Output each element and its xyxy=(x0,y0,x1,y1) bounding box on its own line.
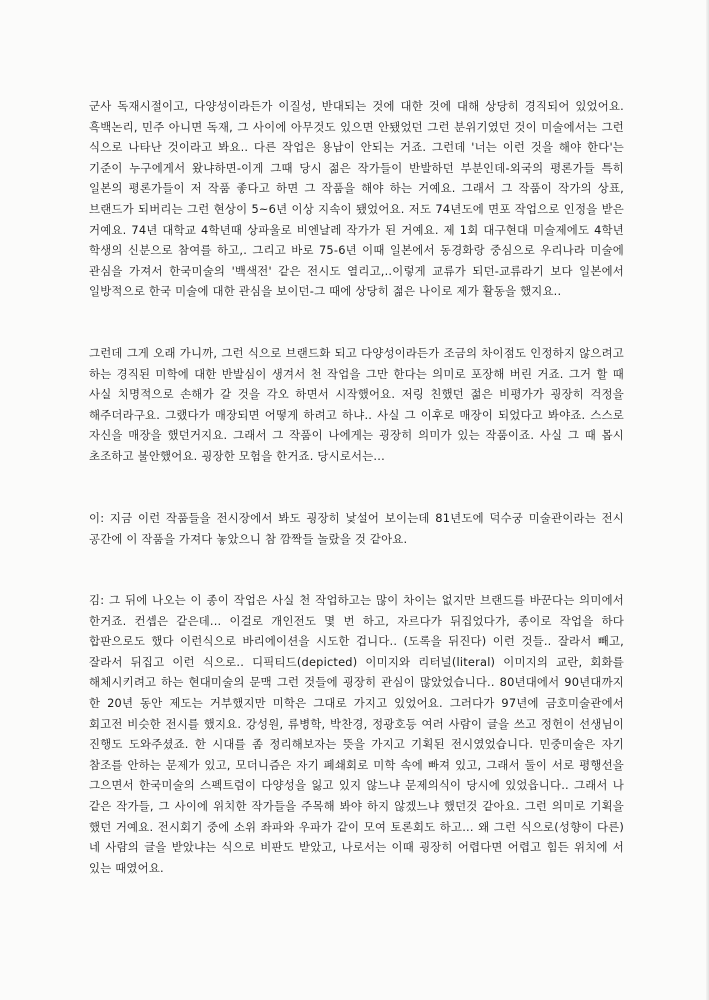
paragraph-3: 이: 지금 이런 작품들을 전시장에서 봐도 굉장히 낯설어 보이는데 81년도에 덕수궁 미술관이라는 전시 공간에 이 작품을 가져다 놓았으니 참 깜짝들 놀랐을 것 같아요. xyxy=(89,511,624,546)
paragraph-2: 그런데 그게 오래 가니까, 그런 식으로 브랜드화 되고 다양성이라든가 조금의 차이점도 인정하지 않으려고 하는 경직된 미학에 대한 반발심이 생겨서 천 작업을 그만 한다는 의미로 포장해 버린 거죠. 그거 할 때 사실 치명적으로 손해가 갈 것을 각오 하면서 시작했어요. 저링 친했던 젊은 비평가가 굉장히 걱정을 해주더라구요. 그랬다가 매장되면 어떻게 하려고 하냐.. 사실 그 이후로 매장이 되었다고 봐야죠. 스스로 자신을 매장을 했던거지요. 그래서 그 작품이 나에게는 굉장히 의미가 있는 작품이죠. 사실 그 때 몹시 초조하고 불안했어요. 굉장한 모험을 한거죠. 당시로서는... xyxy=(89,346,624,463)
paragraph-4: 김: 그 뒤에 나오는 이 종이 작업은 사실 천 작업하고는 많이 차이는 없지만 브랜드를 바꾼다는 의미에서 한거죠. 컨셉은 같은데... 이걸로 개인전도 몇 번 하고, 자르다가 뒤집었다가, 종이로 작업을 하다 합판으로도 했다 이런식으로 바리에이션을 시도한 겁니다.. (도록을 뒤진다) 이런 것들.. 잘라서 빼고, 잘라서 뒤집고 이런 식으로.. 디픽티드(depicted) 이미지와 리터널(literal) 이미지의 교란, 회화를 해체시키려고 하는 현대미술의 문맥 그런 것들에 굉장히 관심이 많았었습니다.. 80년대에서 90년대까지 한 20년 동안 제도는 거부했지만 미학은 그대로 가지고 있었어요. 그러다가 97년에 금호미술관에서 회고전 비슷한 전시를 했지요. 강성원, 류병학, 박찬경, 정광호등 여러 사람이 글을 쓰고 정헌이 선생님이 진행도 도와주셨죠. 한 시대를 좀 정리해보자는 뜻을 가지고 기획된 전시였었습니다. 민중미술은 자기 참조를 안하는 문제가 있고, 모더니즘은 자기 폐쇄회로 미학 속에 빠져 있고, 그래서 둘이 서로 평행선을 그으면서 한국미술의 스펙트럼이 다양성을 잃고 있지 않느냐 문제의식이 당시에 있었읍니다.. 그래서 나 같은 작가들, 그 사이에 위치한 작가들을 주목해 봐야 하지 않겠느냐 했던것 같아요. 그런 의미로 기획을 했던 거예요. 전시회기 중에 소위 좌파와 우파가 같이 모여 토론회도 하고... 왜 그런 식으로(성향이 다른) 네 사람의 글을 받았냐는 식으로 비판도 받았고, 나로서는 이때 굉장히 어렵다면 어렵고 힘든 위치에 서 있는 때였어요. xyxy=(89,593,624,875)
paragraph-1: 군사 독재시절이고, 다양성이라든가 이질성, 반대되는 것에 대한 것에 대해 상당히 경직되어 있었어요. 흑백논리, 민주 아니면 독재, 그 사이에 아무것도 있으면 안됐었던 그런 분위기였던 것이 미술에서는 그런 식으로 나타난 것이라고 봐요.. 다른 작업은 용납이 안되는 거죠. 그런데 '너는 이런 것을 해야 한다'는 기준이 누구에게서 왔냐하면-이게 그때 당시 젊은 작가들이 반발하던 부분인데-외국의 평론가들 특히 일본의 평론가들이 저 작품 좋다고 하면 그 작품을 해야 하는 거예요. 그래서 그 작품이 작가의 상표, 브랜드가 되버리는 그런 현상이 5~6년 이상 지속이 됐었어요. 저도 74년도에 면포 작업으로 인정을 받은 거예요. 74년 대학교 4학년때 상파울로 비엔날레 작가가 된 거예요. 제 1회 대구현대 미술제에도 4학년 학생의 신분으로 참여를 하고,. 그리고 바로 75-6년 이때 일본에서 동경화랑 중심으로 우리나라 미술에 관심을 가져서 한국미술의 '백색전' 같은 전시도 열리고,..이렇게 교류가 되던-교류라기 보다 일본에서 일방적으로 한국 미술에 대한 관심을 보이던-그 때에 상당히 젊은 나이로 제가 활동을 했지요.. xyxy=(89,99,624,299)
